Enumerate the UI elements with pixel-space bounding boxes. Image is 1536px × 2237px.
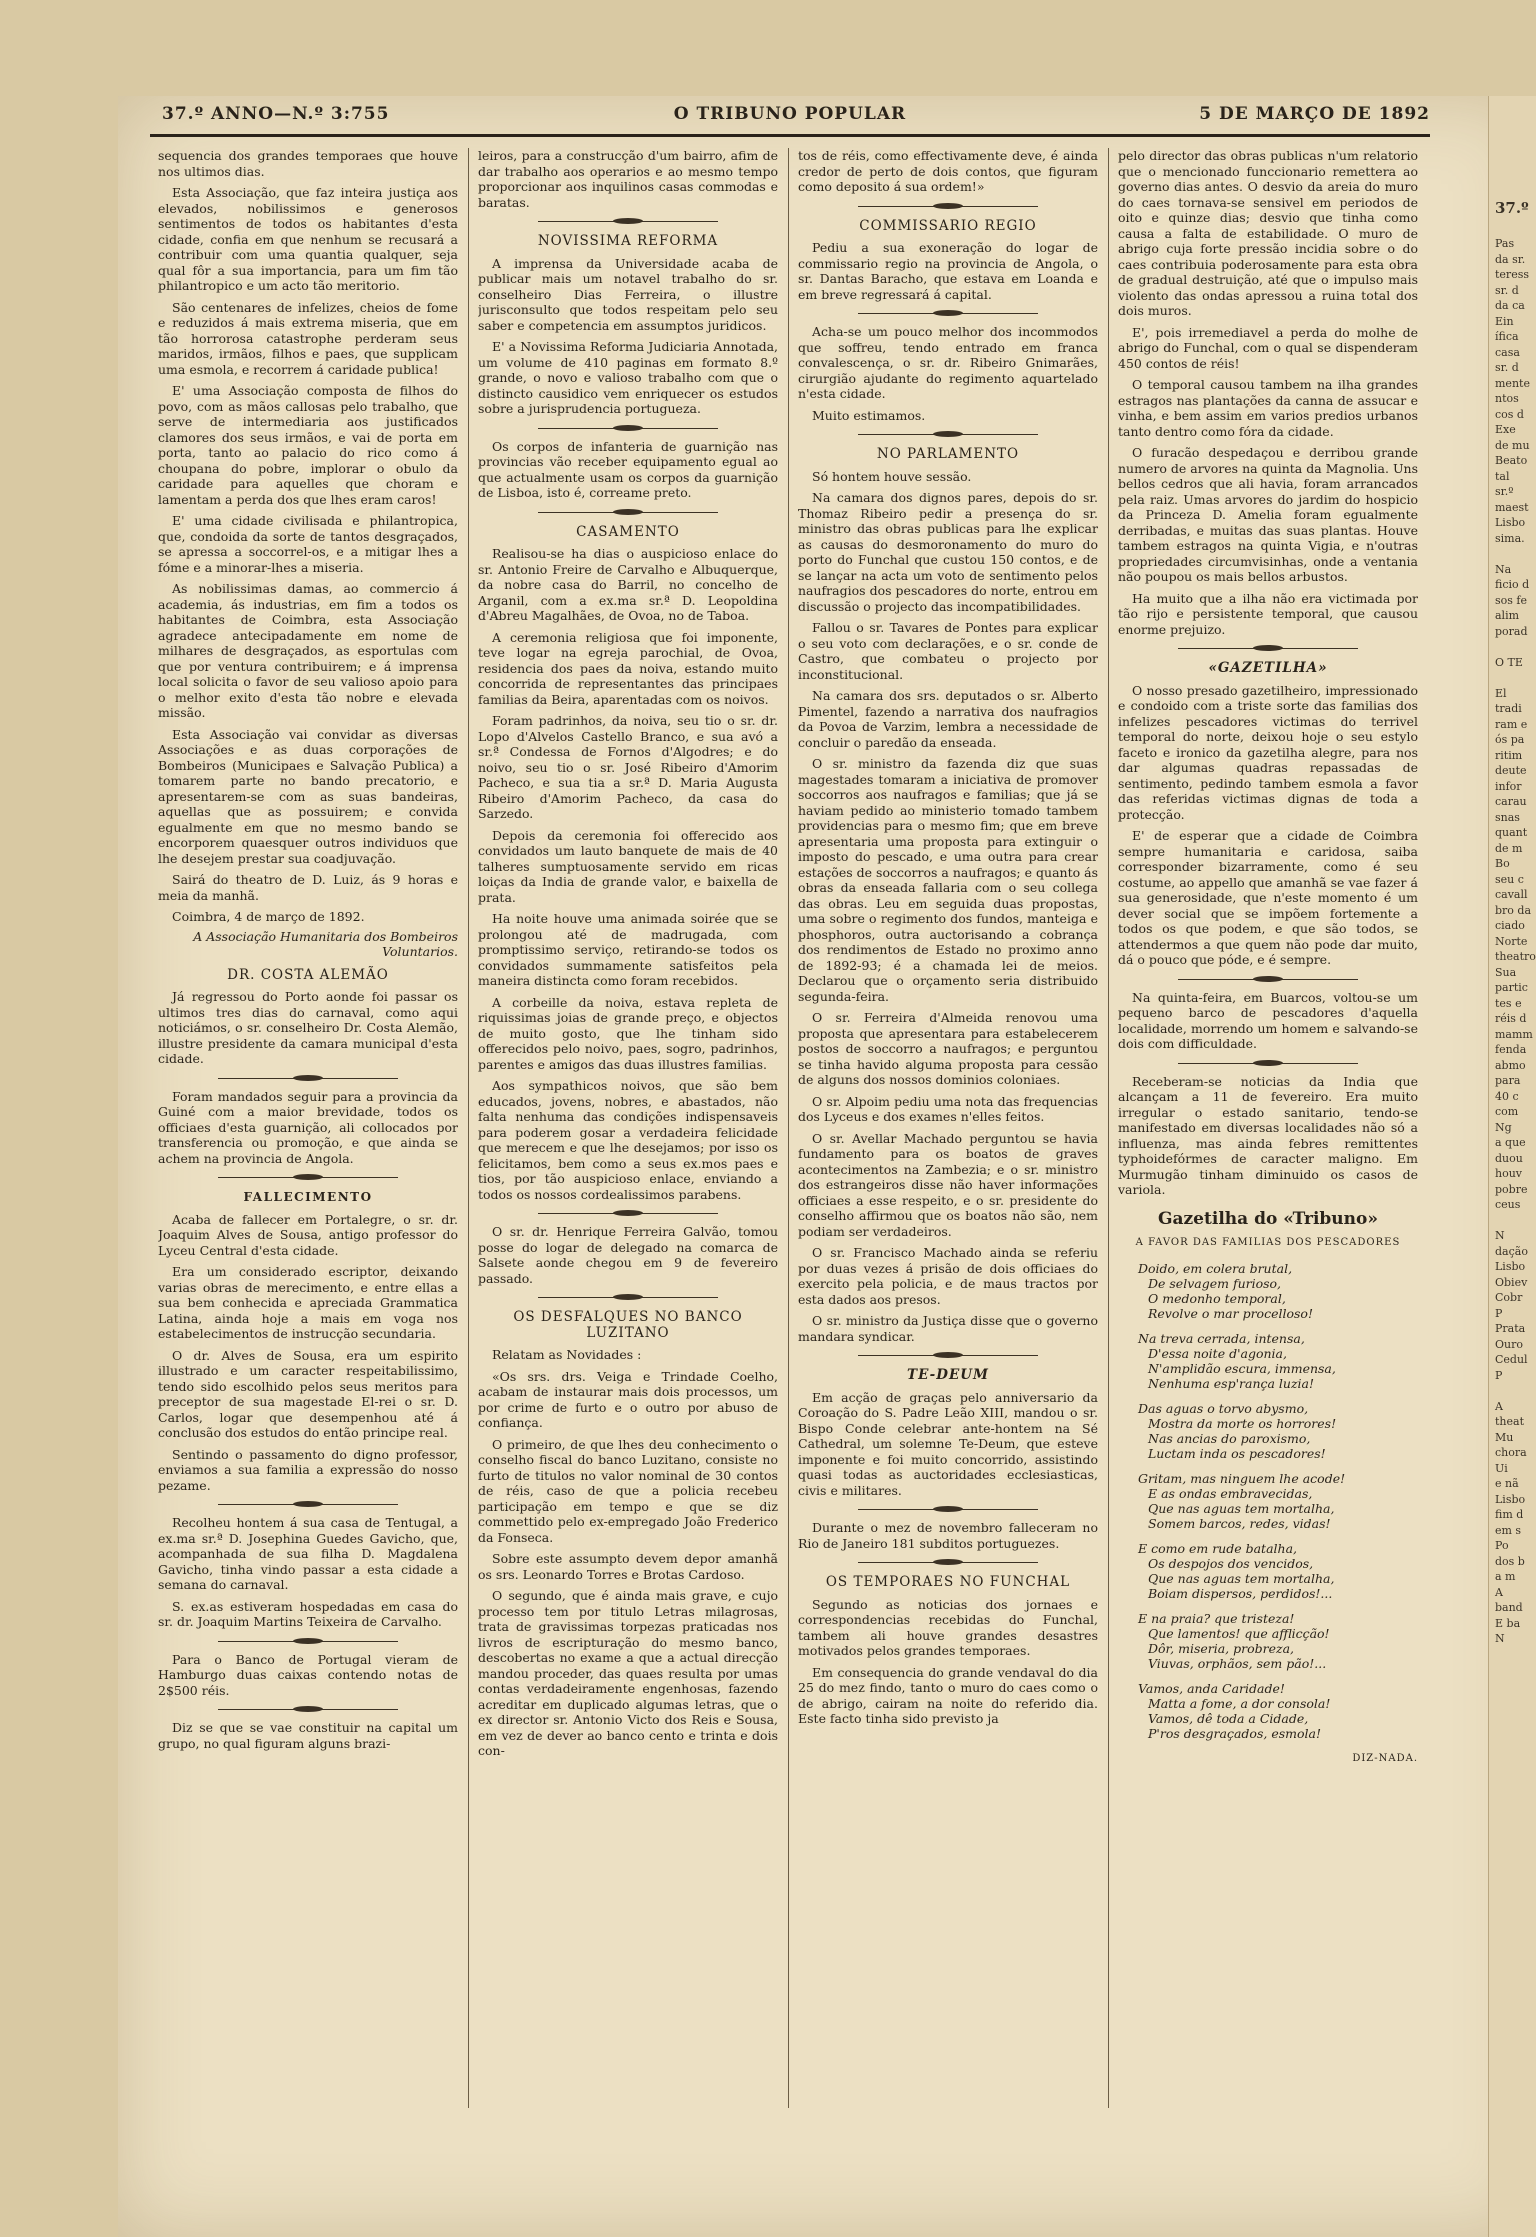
article-text: Durante o mez de novembro falleceram no Rio de Janeiro 181 subditos portuguezes. [798,1520,1098,1551]
article-text: Só hontem houve sessão. [812,468,972,484]
article-text: Para o Banco de Portugal vieram de Hamburgo duas caixas contendo notas de 2$500 réis. [158,1651,458,1698]
edge-fragment: teress [1495,268,1529,281]
ornament-separator [158,1073,458,1083]
edge-fragment: Sua [1495,965,1517,979]
edge-fragment: réis d [1495,1012,1527,1025]
article-text: A imprensa da Universidade acaba de publicar mais um notavel trabalho do sr. conselheiro Dias Ferreira, o illustre jurisconsulto que todos respeitam pelo seu saber e competencia em assumptos juridicos. [478,255,778,333]
edge-fragment: dos b [1495,1554,1525,1568]
poem-line: Viuvas, orphãos, sem pão!... [1148,1655,1327,1671]
ornament-separator [478,507,778,517]
edge-fragment: A [1495,1585,1503,1599]
edge-fragment: Ein [1495,314,1514,328]
edge-fragment: 40 c [1495,1089,1519,1103]
newspaper-title: O TRIBUNO POPULAR [673,104,907,124]
edge-fragment: casa [1495,345,1520,359]
edge-fragment: quant [1495,826,1528,839]
newspaper-page [150,104,1430,2124]
ornament-separator [158,1499,458,1509]
poem-line: E na praia? que tristeza! [1138,1610,1295,1626]
poem-line: D'essa noite d'agonia, [1148,1345,1287,1361]
column-rule [468,148,469,2108]
ornament-separator [1118,1058,1418,1068]
section-heading: OS TEMPORAES NO FUNCHAL [825,1574,1071,1590]
article-text: Acha-se um pouco melhor dos incommodos que soffreu, tendo entrado em franca convalescença, o sr. dr. Ribeiro Gnimarães, cirurgião ajudante do regimento aquartelado n'esta cidade. [798,324,1098,401]
ornament-separator [798,1350,1098,1360]
edge-fragment: Cedul [1495,1353,1528,1366]
edge-fragment: alim [1495,609,1520,622]
poem-subtitle: A FAVOR DAS FAMILIAS DOS PESCADORES [1135,1237,1401,1248]
edge-fragment: deute [1495,764,1527,777]
article-text: Muito estimamos. [812,407,926,423]
article-text: leiros, para a construcção d'um bairro, afim de dar trabalho aos operarios e ao mesmo tempo proporcionar aos inquilinos casas commodas e baratas. [478,148,778,210]
ornament-separator [478,423,778,433]
article-text: Na quinta-feira, em Buarcos, voltou-se um pequeno barco de pescadores d'aquella localidade, morrendo um homem e salvando-se dois com difficuldade. [1118,989,1418,1051]
article-text: E' a Novissima Reforma Judiciaria Annotada, um volume de 410 paginas em formato 8.º grande, o novo e valioso trabalho com que o distincto causidico vem enriquecer os estudos sobre a jurisprudencia portugueza. [478,339,778,416]
ornament-separator [478,1292,778,1302]
article-text: O sr. Ferreira d'Almeida renovou uma proposta que apresentara para estabelecerem postos de soccorro a naufragos; e perguntou se tinha havido alguma proposta para cessão de alguns dos nossos dominios coloniaes. [798,1010,1098,1087]
edge-fragment: tradi [1495,702,1522,715]
article-text: O sr. Alpoim pediu uma nota das frequencias dos Lyceus e dos exames n'elles feitos. [798,1093,1098,1124]
edge-fragment: E ba [1495,1616,1521,1630]
article-text: Em consequencia do grande vendaval do dia 25 do mez findo, tanto o muro do caes como o de abrigo, cairam na noite do referido dia. Este facto tinha sido previsto ja [798,1664,1098,1726]
poem-line: P'ros desgraçados, esmola! [1148,1725,1321,1741]
article-text: O furacão despedaçou e derribou grande numero de arvores na quinta da Magnolia. Uns bellos cedros que ali havia, foram arrancados pela raiz. Umas arvores do jardim do hospicio da Princeza D. Amelia foram egualmente derribadas, e muitas das suas plantas. Houve tambem estragos na quinta Vigia, e n'outras propriedades circumvisinhas, onde a ventania não poupou os mais bellos arbustos. [1118,445,1418,584]
article-text: Ha muito que a ilha não era victimada por tão rijo e persistente temporal, que causou enorme prejuizo. [1118,590,1418,637]
poem-line: Mostra da morte os horrores! [1148,1415,1337,1431]
article-text: Segundo as noticias dos jornaes e correspondencias recebidas do Funchal, tambem ali houve grandes desastres motivados pelos grandes temporaes. [798,1596,1098,1658]
poem-line: Vamos, anda Caridade! [1138,1680,1285,1696]
section-heading: COMMISSARIO REGIO [859,217,1037,234]
edge-fragment: para [1495,1074,1521,1087]
edge-fragment: tes e [1495,996,1522,1010]
masthead [150,104,1430,130]
article-text: Diz se que se vae constituir na capital um grupo, no qual figuram alguns brazi- [158,1720,458,1751]
edge-fragment: sos fe [1495,593,1527,607]
edge-fragment: Norte [1495,934,1528,948]
ornament-separator [478,216,778,226]
issue-date: 5 DE MARÇO DE 1892 [1199,104,1430,124]
edge-fragment: mamm [1495,1027,1533,1041]
edge-fragment: com [1495,1105,1519,1118]
ornament-separator [798,1504,1098,1514]
poem-line: Que nas aguas tem mortalha, [1148,1570,1335,1586]
edge-fragment: ífica [1495,330,1519,343]
poem-stanza [1138,1261,1418,1321]
poem-line: N'amplidão escura, immensa, [1148,1360,1336,1376]
edge-fragment: ciado [1495,919,1525,932]
article-text: sequencia dos grandes temporaes que houve nos ultimos dias. [158,148,458,179]
edge-fragment: fenda [1495,1043,1527,1056]
poem-line: Somem barcos, redes, vidas! [1148,1515,1331,1531]
edge-fragment: Beato [1495,454,1528,467]
article-text: O temporal causou tambem na ilha grandes estragos nas plantações da canna de assucar e vinha, e bem assim em varios predios urbanos tanto dentro como fóra da cidade. [1118,377,1418,439]
dateline: Coimbra, 4 de março de 1892. [172,909,365,924]
article-text: O primeiro, de que lhes deu conhecimento o conselho fiscal do banco Luzitano, consiste no furto de titulos no valor nominal de 30 contos de réis, caso de que a policia recebeu participação em tempo e que se diz commettido pelo ex-empregado João Frederico da Fonseca. [478,1436,778,1545]
poem-line: Na treva cerrada, intensa, [1138,1330,1305,1346]
article-text: Na camara dos srs. deputados o sr. Alberto Pimentel, fazendo a narrativa dos naufragios da Povoa de Varzim, lembra a necessidade de concluir o paredão da enseada. [798,688,1098,750]
ornament-separator [798,308,1098,318]
column-rule [788,148,789,2108]
edge-fragment: da ca [1495,299,1525,312]
edge-fragment [1495,1383,1536,1399]
poem-line: Que nas aguas tem mortalha, [1148,1500,1335,1516]
next-page-edge [1488,96,1536,2237]
section-heading: DR. COSTA ALEMÃO [227,966,389,983]
column-rule [1108,148,1109,2108]
article-text: E' de esperar que a cidade de Coimbra sempre humanitaria e caridosa, saiba corresponder bizarramente, como é seu costume, ao appello que amanhã se vae fazer á sua generosidade, que n'este momento é um dever social que se impõem fortemente a todos os que podem, e que são todos, se attendermos a que quem não pode dar muito, dá o pouco que póde, e é sempre. [1118,828,1418,967]
edge-fragment: Ng [1495,1120,1512,1134]
poem-line: Gritam, mas ninguem lhe acode! [1138,1470,1346,1486]
article-text: E', pois irremediavel a perda do molhe de abrigo do Funchal, com o qual se dispenderam 450 contos de réis! [1118,324,1418,371]
article-text: Depois da ceremonia foi offerecido aos convidados um lauto banquete de mais de 40 talheres sumptuosamente servido em ricas loiças da India de grande valor, e baixella de prata. [478,827,778,905]
edge-fragment: ceus [1495,1198,1521,1211]
poem-line: Revolve o mar procelloso! [1148,1305,1313,1321]
edge-fragment: fim d [1495,1508,1524,1521]
article-text: Esta Associação, que faz inteira justiça aos elevados, nobilissimos e generosos sentimentos de todos os habitantes d'esta cidade, confia em que nenhum se recusará a contribuir com uma quantia qualquer, seja qual fôr a sua importancia, para um fim tão philantropico e um acto tão meritorio. [158,185,458,293]
edge-fragment: ficio d [1495,578,1530,591]
edge-fragment: sr. d [1495,283,1519,297]
edge-fragment: seu c [1495,872,1524,886]
poem-line: Doido, em colera brutal, [1138,1260,1293,1276]
edge-fragment: Lisbo [1495,1492,1526,1506]
section-heading: CASAMENTO [576,523,680,540]
edge-fragment: sr.º [1495,485,1514,498]
issue-number: 37.º ANNO—N.º 3:755 [162,104,390,124]
edge-fragment: a m [1495,1570,1516,1583]
edge-fragment: Pas [1495,237,1515,250]
edge-fragment: tal [1495,469,1510,483]
edge-fragment: houv [1495,1167,1523,1180]
column-1 [158,148,458,2118]
next-page-header: 37.º [1495,199,1529,217]
edge-fragment: snas [1495,810,1520,824]
poem-stanza [1138,1331,1418,1391]
section-heading: OS DESFALQUES NO BANCO LUZITANO [513,1309,743,1341]
ornament-separator [798,1557,1098,1567]
article-text: Receberam-se noticias da India que alcançam a 11 de fevereiro. Era muito irregular o estado sanitario, tendo-se manifestado em diversas localidades não só a influenza, mas ainda febres remittentes typhoidefórmes de caracter maligno. Em Murmugão tinham diminuido os casos de variola. [1118,1073,1418,1197]
ornament-separator [158,1172,458,1182]
ornament-separator [798,201,1098,211]
article-text: O nosso presado gazetilheiro, impressionado e condoido com a triste sorte das familias dos infelizes pescadores victimas do terrivel temporal do norte, deixou hoje o seu estylo faceto e ironico da gazetilha alegre, para nos dar algumas quadras repassadas de sentimento, pedindo tambem esmola a favor das referidas victimas dignas de toda a protecção. [1118,682,1418,822]
article-text: Sairá do theatro de D. Luiz, ás 9 horas e meia da manhã. [158,872,458,903]
article-text: O dr. Alves de Sousa, era um espirito illustrado e um caracter respeitabilissimo, tendo sido escolhido pelos seus meritos para preceptor de sua magestade El-rei o sr. D. Carlos, logar que desempenhou até á conclusão dos estudos do então principe real. [158,1347,458,1440]
edge-fragment: sr. d [1495,361,1519,374]
poem-line: Que lamentos! que afflicção! [1148,1625,1330,1641]
column-3 [798,148,1098,2118]
edge-fragment: ritim [1495,748,1523,762]
article-text: S. ex.as estiveram hospedadas em casa do sr. dr. Joaquim Martins Teixeira de Carvalho. [158,1598,458,1629]
edge-fragment: theatro [1495,950,1536,963]
edge-fragment: Exe [1495,423,1516,436]
poem-stanza [1138,1681,1418,1741]
poem-line: E as ondas embravecidas, [1148,1485,1313,1501]
edge-fragment: Lisbo [1495,516,1526,529]
edge-fragment: A [1495,1399,1503,1413]
section-heading: «GAZETILHA» [1208,660,1328,676]
article-text: A corbeille da noiva, estava repleta de riquissimas joias de grande preço, e objectos de muito gosto, que lhe tinham sido offerecidos pelo noivo, paes, sogro, padrinhos, parentes e amigos das duas illustres familias. [478,994,778,1072]
edge-fragment: theat [1495,1415,1524,1428]
poem-stanza [1138,1401,1418,1461]
article-text: São centenares de infelizes, cheios de fome e reduzidos á mais extrema miseria, que em tão horrorosa catastrophe perderam seus maridos, irmãos, filhos e paes, que supplicam uma esmola, e recorrem á caridade publica! [158,299,458,377]
poem-line: Vamos, dê toda a Cidade, [1148,1710,1309,1726]
article-text: O sr. Avellar Machado perguntou se havia fundamento para os boatos de graves acontecimentos na Zambezia; e o sr. ministro dos estrangeiros disse não haver informações officiaes a esse respeito, e o sr. presidente do conselho affirmou que os boatos não são, nem podiam ser verdadeiros. [798,1130,1098,1239]
edge-fragment: Ui [1495,1461,1508,1475]
edge-fragment: Po [1495,1539,1509,1552]
poem-title: Gazetilha do «Tribuno» [1158,1208,1378,1229]
article-text: Aos sympathicos noivos, que são bem educados, jovens, nobres, e abastados, não falta nenhuma das condições indispensaveis para poderem gosar a verdadeira felicidade que merecem e que lhe desejamos; por isso os felicitamos, bem como a seus ex.mos paes e tios, por tão auspicioso enlace, enviando a todos os nossos cordealissimos parabens. [478,1078,778,1202]
article-text: E' uma cidade civilisada e philantropica, que, condoida da sorte de tantos desgraçados, se apressa a soccorrel-os, e a mitigar lhes a fóme e a minorar-lhes a miseria. [158,513,458,575]
edge-fragment [1495,670,1536,686]
article-text: Sobre este assumpto devem depor amanhã os srs. Leonardo Torres e Brotas Cardoso. [478,1551,778,1582]
article-text: Recolheu hontem á sua casa de Tentugal, a ex.ma sr.ª D. Josephina Guedes Gavicho, que, acompanhada de sua filha D. Magdalena Gavicho, tinha vindo passar a esta cidade a semana do carnaval. [158,1515,458,1592]
poem-author: DIZ-NADA. [1352,1752,1418,1764]
article-text: Acaba de fallecer em Portalegre, o sr. dr. Joaquim Alves de Sousa, antigo professor do Lyceu Central d'esta cidade. [158,1211,458,1258]
poem-line: E como em rude batalha, [1138,1540,1298,1556]
edge-fragment [1495,1213,1536,1229]
next-page-fragments [1495,236,1536,1647]
poem-line: Das aguas o torvo abysmo, [1138,1400,1309,1416]
edge-fragment: maest [1495,500,1529,514]
edge-fragment: dação [1495,1244,1528,1258]
article-text: Os corpos de infanteria de guarnição nas provincias vão receber equipamento egual ao que actualmente usam os corpos da guarnição de Lisboa, isto é, correame preto. [478,438,778,500]
article-text: Foram padrinhos, da noiva, seu tio o sr. dr. Lopo d'Alvelos Castello Branco, e sua avó a sr.ª Condessa de Fornos d'Algodres; e do noivo, seu tio o sr. José Ribeiro d'Amorim Pacheco, e sua tia a sr.ª D. Maria Augusta Ribeiro d'Amorim Pacheco, da casa do Sarzedo. [478,713,778,821]
ornament-separator [478,1208,778,1218]
article-text: As nobilissimas damas, ao commercio á academia, ás industrias, em fim a todos os habitantes de Coimbra, esta Associação agradece antecipadamente em nome de milhares de desgraçados, as esportulas com que por ventura contribuirem; e á imprensa local solicita o favor de seu valioso apoio para o melhor exito d'esta tão nobre e elevada missão. [158,581,458,720]
poem-line: Boiam dispersos, perdidos!... [1148,1585,1333,1601]
section-heading: NO PARLAMENTO [876,446,1020,462]
edge-fragment: ram e [1495,717,1528,731]
ornament-separator [158,1704,458,1714]
edge-fragment: a que [1495,1136,1526,1149]
edge-fragment: P [1495,1368,1503,1382]
edge-fragment [1495,639,1536,655]
edge-fragment: ós pa [1495,733,1525,746]
edge-fragment: N [1495,1632,1505,1645]
poem-line: De selvagem furioso, [1148,1275,1282,1291]
article-text: O sr. dr. Henrique Ferreira Galvão, tomou posse do logar de delegado na comarca de Salsete aonde chegou em 9 de fevereiro passado. [478,1224,778,1286]
poem-line: Os despojos dos vencidos, [1148,1555,1314,1571]
article-text: Sentindo o passamento do digno professor, enviamos a sua familia a expressão do nosso pezame. [158,1446,458,1493]
article-text: Ha noite houve uma animada soirée que se prolongou até de madrugada, com promptissimo serviço, retirando-se todos os convidados summamente satisfeitos pela maneira distincta como foram recebidos. [478,911,778,988]
edge-fragment: ntos [1495,392,1519,405]
edge-fragment: cavall [1495,888,1528,901]
signature: A Associação Humanitaria dos Bombeiros Voluntarios. [193,928,458,959]
article-text: Em acção de graças pelo anniversario da Coroação do S. Padre Leão XIII, mandou o sr. Bispo Conde celebrar ante-hontem na Sé Cathedral, um solemne Te-Deum, que esteve imponente e foi muito concorrido, assistindo quasi todas as auctoridades ecclesiasticas, civis e militares. [798,1389,1098,1498]
edge-fragment: Lisbo [1495,1260,1526,1273]
ornament-separator [158,1636,458,1646]
edge-fragment [1495,546,1536,562]
edge-fragment: de mu [1495,438,1530,452]
edge-fragment: sima. [1495,531,1525,545]
ornament-separator [1118,643,1418,653]
article-text: Na camara dos dignos pares, depois do sr. Thomaz Ribeiro pedir a presença do sr. ministro das obras publicas para lhe explicar as causas do desmoronamento do muro do porto do Funchal que custou 150 contos, e de se lançar na acta um voto de sentimento pelos naufragios dos pescadores do norte, entrou em discussão o projecto das incompatibilidades. [798,490,1098,614]
edge-fragment: infor [1495,779,1522,793]
poem-line: Nas ancias do paroxismo, [1148,1430,1311,1446]
edge-fragment: chora [1495,1446,1527,1459]
edge-fragment: Ouro [1495,1337,1523,1351]
article-text: Realisou-se ha dias o auspicioso enlace do sr. Antonio Freire de Carvalho e Albuquerque, da nobre casa do Barril, no concelho de Arganil, com a ex.ma sr.ª D. Leopoldina d'Abreu Magalhães, de Ovoa, no de Taboa. [478,546,778,623]
poem [1138,1261,1418,1741]
article-text: O sr. ministro da fazenda diz que suas magestades tomaram a iniciativa de promover soccorros aos naufragos e familias; que já se haviam pedido ao ministerio tomado tambem providencias para o mesmo fim; que em breve apresentaria uma proposta para extinguir o imposto do pescado, e uma outra para crear estações de soccorros a naufragos; e quanto ás obras da enseada fallaria com o seu collega das obras. Leu em seguida duas propostas, uma sobre o regimento dos fundos, manteiga e phosphoros, outra auctorisando a cobrança dos rendimentos de Estado no proximo anno de 1892-93; é a chamada lei de meios. Declarou que o orçamento seria distribuido segunda-feira. [798,756,1098,1004]
article-text: O segundo, que é ainda mais grave, e cujo processo tem por titulo Letras milagrosas, trata de gravissimas torpezas praticadas nos livros de escripturação do mesmo banco, descobertas no exame a que a actual direcção mandou proceder, das quaes resulta por umas contas verdadeiramente engenhosas, fazendo acreditar em duplicado algumas letras, que o ex director sr. Antonio Victo dos Reis e Sousa, em vez de dever ao banco cento e trinta e dois con- [478,1588,778,1758]
edge-fragment: Na [1495,562,1512,576]
edge-fragment: da sr. [1495,252,1526,266]
edge-fragment: Cobr [1495,1291,1523,1304]
article-text: Esta Associação vai convidar as diversas Associações e as duas corporações de Bombeiros (Municipaes e Salvação Publica) a tomarem parte no bando precatorio, e apresentarem-se com as suas bandeiras, aquellas que as possuirem; e convida egualmente em que no mesmo bando se encorporem quaesquer outros individuos que lhe desejem prestar sua coadjuvação. [158,726,458,866]
edge-fragment: P [1495,1306,1503,1320]
poem-stanza [1138,1611,1418,1671]
edge-fragment: El [1495,686,1507,700]
article-text: Já regressou do Porto aonde foi passar os ultimos tres dias do carnaval, como aqui noticiámos, o sr. conselheiro Dr. Costa Alemão, illustre presidente da camara municipal d'esta cidade. [158,989,458,1066]
article-text: O sr. Francisco Machado ainda se referiu por duas vezes á prisão de dois officiaes do exercito pela policia, e de maus tractos por esta dados aos presos. [798,1245,1098,1307]
edge-fragment: pobre [1495,1182,1528,1196]
article-text: pelo director das obras publicas n'um relatorio que o mencionado funccionario remettera ao governo dias antes. O desvio da areia do muro do caes tornava-se sensivel em periodos de oito e quinze dias; desvio que tinha como causa a falta de estabilidade. O muro de abrigo cuja forte pressão incidia sobre o do caes contribuia poderosamente para esta obra de gradual destruição, até que o impulso mais violento das ondas apressou a ruina total dos dois muros. [1118,148,1418,318]
poem-stanza [1138,1541,1418,1601]
ornament-separator [798,429,1098,439]
poem-line: O medonho temporal, [1148,1290,1286,1306]
column-2 [478,148,778,2118]
edge-fragment: de m [1495,841,1523,855]
article-text: Pediu a sua exoneração do logar de commissario regio na provincia de Angola, o sr. Dantas Baracho, que estava em Loanda e em breve regressará á capital. [798,240,1098,302]
edge-fragment: em s [1495,1523,1522,1537]
edge-fragment: N [1495,1229,1505,1242]
poem-stanza [1138,1471,1418,1531]
poem-line: Matta a fome, a dor consola! [1148,1695,1331,1711]
section-heading: TE-DEUM [907,1367,989,1383]
edge-fragment: bro da [1495,903,1532,917]
edge-fragment: Prata [1495,1322,1526,1335]
article-text: Foram mandados seguir para a provincia da Guiné com a maior brevidade, todos os officiaes d'esta guarnição, ali collocados por transferencia ou promoção, e que ainda se achem na provincia de Angola. [158,1088,458,1166]
section-heading: FALLECIMENTO [243,1190,373,1204]
article-text: «Os srs. drs. Veiga e Trindade Coelho, acabam de instaurar mais dois processos, um por crime de furto e o outro por abuso de confiança. [478,1368,778,1430]
article-text: Fallou o sr. Tavares de Pontes para explicar o seu voto com declarações, e o sr. conde de Castro, que combateu o projecto por inconstitucional. [798,620,1098,682]
edge-fragment: O TE [1495,655,1523,669]
edge-fragment: partic [1495,981,1528,994]
ornament-separator [1118,974,1418,984]
article-text: Era um considerado escriptor, deixando varias obras de merecimento, e entre ellas a sua bem conhecida e apreciada Grammatica Latina, ainda hoje a mais em voga nos estabelecimentos de instrucção secundaria. [158,1264,458,1341]
edge-fragment: cos d [1495,407,1524,421]
article-text: tos de réis, como effectivamente deve, é ainda credor de perto de dois contos, que figuram como deposito á sua ordem!» [798,148,1098,194]
article-text: A ceremonia religiosa que foi imponente, teve logar na egreja parochial, de Ovoa, residencia dos paes da noiva, estando muito concorrida de representantes das principaes familias da Beira, aparentadas com os noivos. [478,629,778,707]
edge-fragment: duou [1495,1151,1523,1165]
article-text: E' uma Associação composta de filhos do povo, com as mãos callosas pelo trabalho, que serve de intermediaria aos justificados clamores dos seus irmãos, e vai de porta em porta, tanto ao palacio do rico como á choupana do pobre, implorar o obulo da caridade para aquelles que choram e lamentam a perda dos que lhes eram caros! [158,383,458,507]
edge-fragment: band [1495,1601,1523,1614]
poem-line: Luctam inda os pescadores! [1148,1445,1326,1461]
edge-fragment: Obiev [1495,1275,1528,1289]
section-heading: NOVISSIMA REFORMA [537,233,719,249]
edge-fragment: abmo [1495,1058,1526,1072]
article-text: Relatam as Novidades : [492,1347,642,1362]
edge-fragment: Bo [1495,857,1510,870]
edge-fragment: Mu [1495,1430,1514,1444]
edge-fragment: mente [1495,376,1530,390]
masthead-rule [150,134,1430,137]
article-text: O sr. ministro da Justiça disse que o governo mandara syndicar. [798,1313,1098,1344]
edge-fragment: porad [1495,624,1528,638]
column-4 [1118,148,1418,2118]
edge-fragment: carau [1495,795,1527,808]
poem-line: Nenhuma esp'rança luzia! [1148,1375,1315,1391]
poem-line: Dôr, miseria, probreza, [1148,1640,1295,1656]
edge-fragment: e nã [1495,1477,1519,1490]
